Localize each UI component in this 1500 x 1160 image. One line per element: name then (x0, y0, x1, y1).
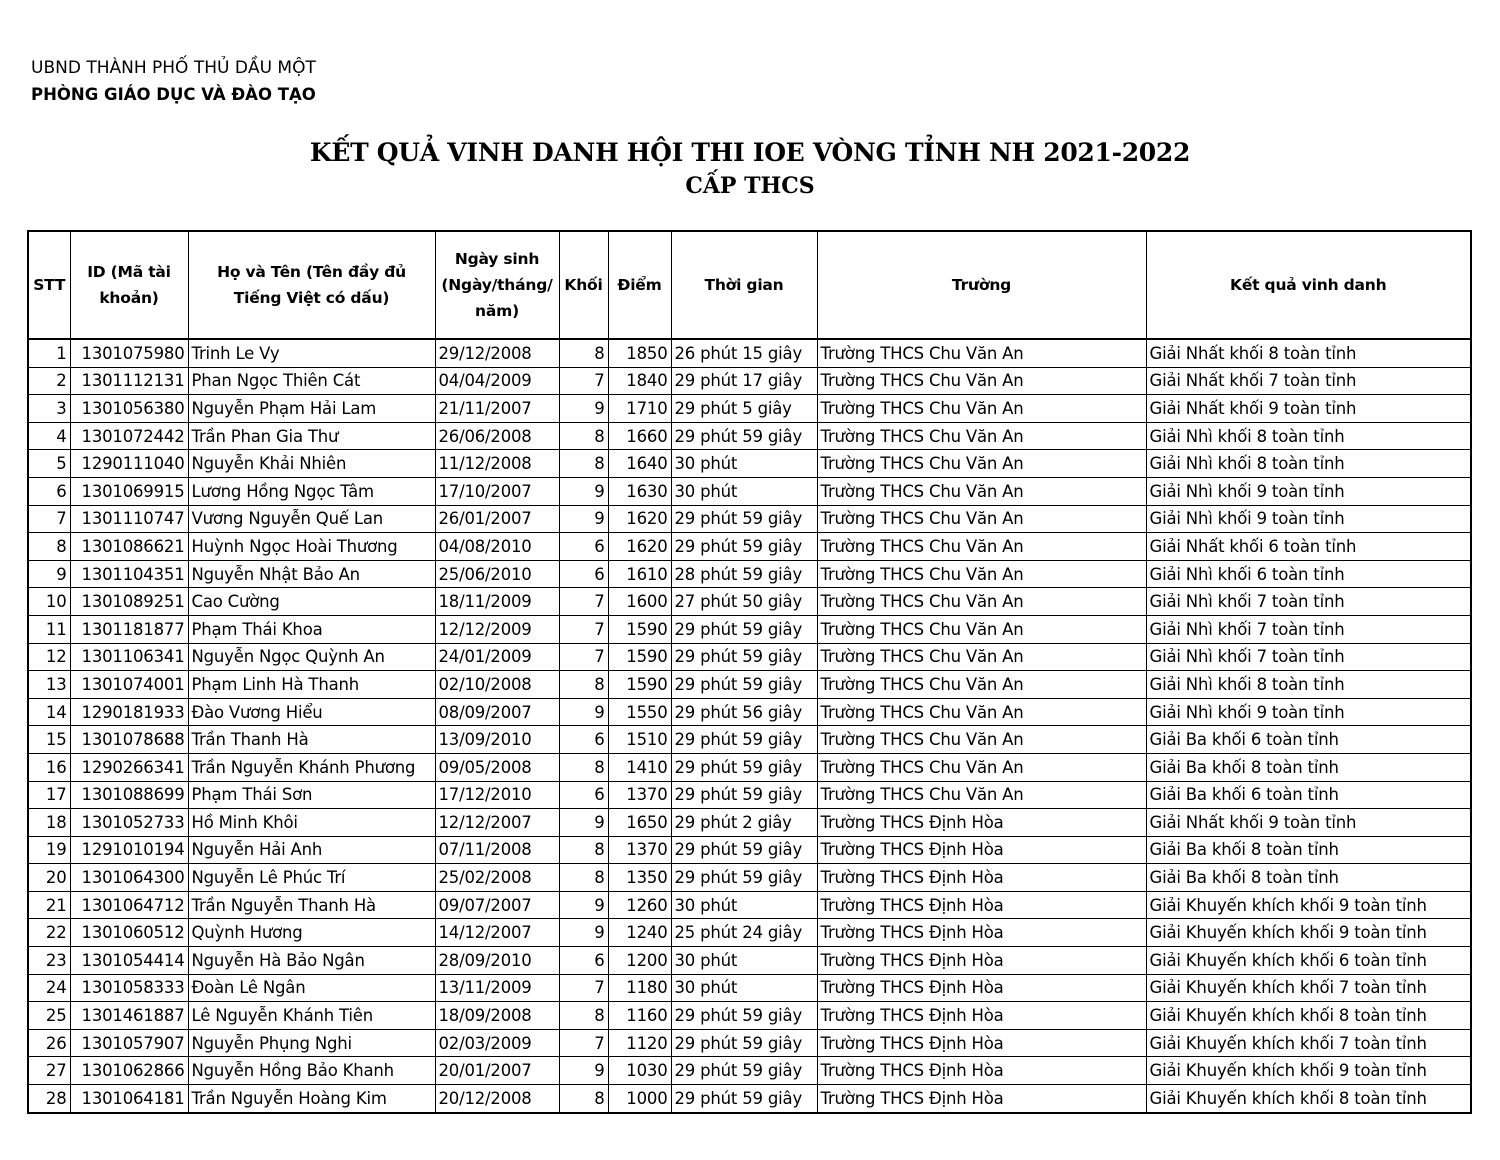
cell-id: 1301086621 (70, 533, 188, 561)
cell-name: Lê Nguyễn Khánh Tiên (188, 1002, 435, 1030)
page-subtitle: CẤP THCS (685, 173, 815, 199)
table-row (28, 643, 1471, 671)
cell-time: 27 phút 50 giây (671, 588, 817, 616)
department-name: PHÒNG GIÁO DỤC VÀ ĐÀO TẠO (31, 85, 316, 104)
cell-school: Trường THCS Chu Văn An (817, 698, 1146, 726)
cell-id: 1290266341 (70, 753, 188, 781)
cell-result: Giải Nhất khối 9 toàn tỉnh (1146, 395, 1471, 423)
col-header-grade: Khối (559, 231, 608, 339)
cell-birthdate: 17/10/2007 (435, 477, 559, 505)
cell-time: 29 phút 59 giây (671, 753, 817, 781)
table-header-row (28, 231, 1471, 339)
cell-time: 29 phút 59 giây (671, 1085, 817, 1113)
cell-birthdate: 02/03/2009 (435, 1029, 559, 1057)
cell-school: Trường THCS Chu Văn An (817, 615, 1146, 643)
cell-stt: 22 (28, 919, 70, 947)
cell-birthdate: 25/02/2008 (435, 864, 559, 892)
cell-id: 1301058333 (70, 974, 188, 1002)
cell-id: 1301056380 (70, 395, 188, 423)
table-row (28, 505, 1471, 533)
cell-birthdate: 26/01/2007 (435, 505, 559, 533)
cell-result: Giải Ba khối 6 toàn tỉnh (1146, 726, 1471, 754)
cell-birthdate: 02/10/2008 (435, 671, 559, 699)
table-body (28, 339, 1471, 1113)
cell-id: 1301069915 (70, 477, 188, 505)
cell-score: 1120 (608, 1029, 671, 1057)
table-row (28, 726, 1471, 754)
cell-name: Phạm Thái Sơn (188, 781, 435, 809)
cell-stt: 3 (28, 395, 70, 423)
cell-name: Phan Ngọc Thiên Cát (188, 367, 435, 395)
cell-grade: 7 (559, 643, 608, 671)
cell-school: Trường THCS Chu Văn An (817, 477, 1146, 505)
cell-result: Giải Ba khối 8 toàn tỉnh (1146, 836, 1471, 864)
cell-stt: 28 (28, 1085, 70, 1113)
cell-school: Trường THCS Chu Văn An (817, 643, 1146, 671)
cell-name: Nguyễn Hải Anh (188, 836, 435, 864)
cell-result: Giải Nhì khối 9 toàn tỉnh (1146, 505, 1471, 533)
cell-result: Giải Nhì khối 8 toàn tỉnh (1146, 671, 1471, 699)
table-row (28, 477, 1471, 505)
cell-grade: 6 (559, 726, 608, 754)
cell-grade: 7 (559, 974, 608, 1002)
cell-score: 1370 (608, 836, 671, 864)
table-row (28, 395, 1471, 423)
cell-grade: 8 (559, 1085, 608, 1113)
col-header-score: Điểm (608, 231, 671, 339)
cell-time: 29 phút 59 giây (671, 1029, 817, 1057)
cell-birthdate: 11/12/2008 (435, 450, 559, 478)
cell-score: 1600 (608, 588, 671, 616)
cell-time: 29 phút 59 giây (671, 781, 817, 809)
cell-grade: 8 (559, 753, 608, 781)
cell-score: 1240 (608, 919, 671, 947)
cell-score: 1650 (608, 809, 671, 837)
cell-school: Trường THCS Định Hòa (817, 1057, 1146, 1085)
cell-stt: 5 (28, 450, 70, 478)
cell-birthdate: 13/09/2010 (435, 726, 559, 754)
cell-result: Giải Nhì khối 7 toàn tỉnh (1146, 615, 1471, 643)
table-row (28, 1029, 1471, 1057)
cell-school: Trường THCS Chu Văn An (817, 753, 1146, 781)
cell-school: Trường THCS Chu Văn An (817, 726, 1146, 754)
cell-result: Giải Ba khối 8 toàn tỉnh (1146, 753, 1471, 781)
cell-result: Giải Ba khối 6 toàn tỉnh (1146, 781, 1471, 809)
cell-id: 1301062866 (70, 1057, 188, 1085)
cell-score: 1620 (608, 533, 671, 561)
cell-time: 29 phút 56 giây (671, 698, 817, 726)
cell-stt: 1 (28, 339, 70, 367)
table-row (28, 809, 1471, 837)
cell-time: 25 phút 24 giây (671, 919, 817, 947)
cell-id: 1301064300 (70, 864, 188, 892)
cell-result: Giải Nhì khối 9 toàn tỉnh (1146, 698, 1471, 726)
cell-result: Giải Khuyến khích khối 9 toàn tỉnh (1146, 891, 1471, 919)
cell-grade: 6 (559, 533, 608, 561)
col-header-birthdate: Ngày sinh (Ngày/tháng/ năm) (435, 231, 559, 339)
cell-grade: 7 (559, 367, 608, 395)
table-row (28, 671, 1471, 699)
cell-birthdate: 12/12/2007 (435, 809, 559, 837)
cell-time: 26 phút 15 giây (671, 339, 817, 367)
cell-birthdate: 18/11/2009 (435, 588, 559, 616)
cell-stt: 18 (28, 809, 70, 837)
cell-stt: 12 (28, 643, 70, 671)
cell-id: 1301078688 (70, 726, 188, 754)
cell-id: 1301057907 (70, 1029, 188, 1057)
cell-id: 1301181877 (70, 615, 188, 643)
cell-school: Trường THCS Định Hòa (817, 864, 1146, 892)
cell-grade: 8 (559, 422, 608, 450)
cell-grade: 9 (559, 919, 608, 947)
cell-name: Trần Nguyễn Hoàng Kim (188, 1085, 435, 1113)
cell-grade: 7 (559, 588, 608, 616)
cell-stt: 9 (28, 560, 70, 588)
cell-grade: 9 (559, 891, 608, 919)
cell-time: 30 phút (671, 477, 817, 505)
cell-id: 1301088699 (70, 781, 188, 809)
cell-score: 1550 (608, 698, 671, 726)
table-row (28, 367, 1471, 395)
cell-score: 1590 (608, 671, 671, 699)
cell-school: Trường THCS Chu Văn An (817, 367, 1146, 395)
cell-stt: 16 (28, 753, 70, 781)
cell-name: Trinh Le Vy (188, 339, 435, 367)
table-row (28, 1085, 1471, 1113)
cell-name: Nguyễn Nhật Bảo An (188, 560, 435, 588)
cell-grade: 9 (559, 809, 608, 837)
cell-time: 29 phút 2 giây (671, 809, 817, 837)
table-row (28, 1002, 1471, 1030)
cell-result: Giải Nhì khối 6 toàn tỉnh (1146, 560, 1471, 588)
cell-grade: 7 (559, 1029, 608, 1057)
cell-name: Nguyễn Hồng Bảo Khanh (188, 1057, 435, 1085)
cell-stt: 7 (28, 505, 70, 533)
cell-name: Nguyễn Ngọc Quỳnh An (188, 643, 435, 671)
cell-time: 29 phút 59 giây (671, 1002, 817, 1030)
table-row (28, 615, 1471, 643)
cell-grade: 9 (559, 1057, 608, 1085)
cell-stt: 26 (28, 1029, 70, 1057)
cell-id: 1301074001 (70, 671, 188, 699)
table-row (28, 753, 1471, 781)
table-row (28, 891, 1471, 919)
cell-stt: 23 (28, 947, 70, 975)
cell-result: Giải Nhì khối 7 toàn tỉnh (1146, 588, 1471, 616)
cell-name: Trần Nguyễn Thanh Hà (188, 891, 435, 919)
cell-name: Huỳnh Ngọc Hoài Thương (188, 533, 435, 561)
cell-id: 1301054414 (70, 947, 188, 975)
cell-score: 1260 (608, 891, 671, 919)
cell-score: 1160 (608, 1002, 671, 1030)
cell-birthdate: 13/11/2009 (435, 974, 559, 1002)
cell-score: 1000 (608, 1085, 671, 1113)
cell-name: Hồ Minh Khôi (188, 809, 435, 837)
cell-result: Giải Khuyến khích khối 9 toàn tỉnh (1146, 919, 1471, 947)
cell-grade: 8 (559, 671, 608, 699)
cell-score: 1410 (608, 753, 671, 781)
cell-score: 1620 (608, 505, 671, 533)
cell-name: Lương Hồng Ngọc Tâm (188, 477, 435, 505)
cell-birthdate: 25/06/2010 (435, 560, 559, 588)
cell-score: 1840 (608, 367, 671, 395)
cell-school: Trường THCS Chu Văn An (817, 450, 1146, 478)
cell-name: Nguyễn Phạm Hải Lam (188, 395, 435, 423)
cell-id: 1301052733 (70, 809, 188, 837)
cell-score: 1710 (608, 395, 671, 423)
cell-id: 1301110747 (70, 505, 188, 533)
cell-stt: 4 (28, 422, 70, 450)
cell-score: 1350 (608, 864, 671, 892)
cell-name: Nguyễn Khải Nhiên (188, 450, 435, 478)
cell-school: Trường THCS Chu Văn An (817, 533, 1146, 561)
cell-id: 1301072442 (70, 422, 188, 450)
cell-school: Trường THCS Định Hòa (817, 836, 1146, 864)
col-header-name: Họ và Tên (Tên đầy đủ Tiếng Việt có dấu) (188, 231, 435, 339)
cell-score: 1630 (608, 477, 671, 505)
cell-time: 29 phút 59 giây (671, 836, 817, 864)
cell-birthdate: 28/09/2010 (435, 947, 559, 975)
cell-time: 30 phút (671, 947, 817, 975)
cell-birthdate: 09/05/2008 (435, 753, 559, 781)
cell-id: 1301064181 (70, 1085, 188, 1113)
cell-score: 1610 (608, 560, 671, 588)
cell-school: Trường THCS Chu Văn An (817, 339, 1146, 367)
table-row (28, 450, 1471, 478)
cell-stt: 13 (28, 671, 70, 699)
cell-birthdate: 20/01/2007 (435, 1057, 559, 1085)
cell-score: 1660 (608, 422, 671, 450)
page-title: KẾT QUẢ VINH DANH HỘI THI IOE VÒNG TỈNH NH 2021-2022 (309, 138, 1191, 167)
results-table (27, 230, 1472, 1114)
cell-id: 1301104351 (70, 560, 188, 588)
cell-birthdate: 21/11/2007 (435, 395, 559, 423)
cell-stt: 24 (28, 974, 70, 1002)
cell-score: 1850 (608, 339, 671, 367)
cell-birthdate: 20/12/2008 (435, 1085, 559, 1113)
cell-name: Đoàn Lê Ngân (188, 974, 435, 1002)
table-row (28, 864, 1471, 892)
cell-name: Trần Nguyễn Khánh Phương (188, 753, 435, 781)
cell-result: Giải Khuyến khích khối 8 toàn tỉnh (1146, 1002, 1471, 1030)
cell-birthdate: 24/01/2009 (435, 643, 559, 671)
table-row (28, 698, 1471, 726)
cell-name: Quỳnh Hương (188, 919, 435, 947)
cell-grade: 6 (559, 560, 608, 588)
cell-name: Đào Vương Hiểu (188, 698, 435, 726)
col-header-result: Kết quả vinh danh (1146, 231, 1471, 339)
cell-score: 1200 (608, 947, 671, 975)
cell-score: 1640 (608, 450, 671, 478)
cell-birthdate: 18/09/2008 (435, 1002, 559, 1030)
cell-score: 1370 (608, 781, 671, 809)
table-row (28, 422, 1471, 450)
cell-stt: 2 (28, 367, 70, 395)
cell-grade: 9 (559, 505, 608, 533)
cell-time: 29 phút 59 giây (671, 1057, 817, 1085)
cell-grade: 8 (559, 864, 608, 892)
cell-time: 29 phút 59 giây (671, 643, 817, 671)
cell-score: 1590 (608, 615, 671, 643)
cell-name: Nguyễn Phụng Nghi (188, 1029, 435, 1057)
cell-stt: 14 (28, 698, 70, 726)
col-header-stt: STT (28, 231, 70, 339)
cell-school: Trường THCS Chu Văn An (817, 781, 1146, 809)
cell-result: Giải Ba khối 8 toàn tỉnh (1146, 864, 1471, 892)
cell-stt: 21 (28, 891, 70, 919)
cell-stt: 11 (28, 615, 70, 643)
cell-grade: 6 (559, 781, 608, 809)
cell-stt: 10 (28, 588, 70, 616)
cell-stt: 17 (28, 781, 70, 809)
col-header-id: ID (Mã tài khoản) (70, 231, 188, 339)
cell-name: Nguyễn Hà Bảo Ngân (188, 947, 435, 975)
col-header-time: Thời gian (671, 231, 817, 339)
table-row (28, 781, 1471, 809)
cell-time: 29 phút 59 giây (671, 505, 817, 533)
cell-id: 1301075980 (70, 339, 188, 367)
cell-stt: 19 (28, 836, 70, 864)
cell-result: Giải Nhì khối 8 toàn tỉnh (1146, 422, 1471, 450)
cell-name: Vương Nguyễn Quế Lan (188, 505, 435, 533)
cell-id: 1301106341 (70, 643, 188, 671)
cell-school: Trường THCS Định Hòa (817, 1085, 1146, 1113)
table-row (28, 339, 1471, 367)
cell-result: Giải Khuyến khích khối 8 toàn tỉnh (1146, 1085, 1471, 1113)
cell-stt: 6 (28, 477, 70, 505)
cell-stt: 8 (28, 533, 70, 561)
cell-id: 1301060512 (70, 919, 188, 947)
cell-score: 1590 (608, 643, 671, 671)
cell-time: 29 phút 59 giây (671, 533, 817, 561)
cell-score: 1180 (608, 974, 671, 1002)
cell-birthdate: 04/08/2010 (435, 533, 559, 561)
cell-grade: 6 (559, 947, 608, 975)
cell-time: 30 phút (671, 891, 817, 919)
cell-school: Trường THCS Định Hòa (817, 919, 1146, 947)
cell-time: 29 phút 59 giây (671, 864, 817, 892)
cell-result: Giải Nhất khối 6 toàn tỉnh (1146, 533, 1471, 561)
cell-result: Giải Khuyến khích khối 7 toàn tỉnh (1146, 974, 1471, 1002)
cell-score: 1030 (608, 1057, 671, 1085)
cell-id: 1290111040 (70, 450, 188, 478)
cell-result: Giải Nhất khối 8 toàn tỉnh (1146, 339, 1471, 367)
cell-grade: 7 (559, 615, 608, 643)
cell-stt: 25 (28, 1002, 70, 1030)
cell-id: 1291010194 (70, 836, 188, 864)
cell-time: 29 phút 59 giây (671, 422, 817, 450)
cell-birthdate: 09/07/2007 (435, 891, 559, 919)
table-row (28, 974, 1471, 1002)
cell-score: 1510 (608, 726, 671, 754)
cell-time: 29 phút 17 giây (671, 367, 817, 395)
cell-result: Giải Khuyến khích khối 6 toàn tỉnh (1146, 947, 1471, 975)
cell-school: Trường THCS Chu Văn An (817, 560, 1146, 588)
cell-name: Cao Cường (188, 588, 435, 616)
cell-time: 29 phút 59 giây (671, 671, 817, 699)
cell-result: Giải Nhất khối 9 toàn tỉnh (1146, 809, 1471, 837)
cell-birthdate: 08/09/2007 (435, 698, 559, 726)
cell-name: Trần Thanh Hà (188, 726, 435, 754)
cell-grade: 8 (559, 1002, 608, 1030)
cell-birthdate: 29/12/2008 (435, 339, 559, 367)
cell-name: Phạm Thái Khoa (188, 615, 435, 643)
cell-time: 30 phút (671, 974, 817, 1002)
cell-id: 1301064712 (70, 891, 188, 919)
cell-name: Phạm Linh Hà Thanh (188, 671, 435, 699)
cell-stt: 20 (28, 864, 70, 892)
cell-time: 29 phút 59 giây (671, 615, 817, 643)
cell-school: Trường THCS Định Hòa (817, 809, 1146, 837)
cell-birthdate: 14/12/2007 (435, 919, 559, 947)
cell-id: 1301461887 (70, 1002, 188, 1030)
cell-result: Giải Nhì khối 8 toàn tỉnh (1146, 450, 1471, 478)
table-row (28, 919, 1471, 947)
col-header-school: Trường (817, 231, 1146, 339)
table-row (28, 533, 1471, 561)
cell-school: Trường THCS Chu Văn An (817, 422, 1146, 450)
cell-grade: 9 (559, 698, 608, 726)
cell-result: Giải Khuyến khích khối 7 toàn tỉnh (1146, 1029, 1471, 1057)
cell-name: Nguyễn Lê Phúc Trí (188, 864, 435, 892)
table-row (28, 836, 1471, 864)
cell-result: Giải Khuyến khích khối 9 toàn tỉnh (1146, 1057, 1471, 1085)
cell-id: 1301112131 (70, 367, 188, 395)
cell-grade: 8 (559, 450, 608, 478)
cell-time: 28 phút 59 giây (671, 560, 817, 588)
cell-school: Trường THCS Định Hòa (817, 1029, 1146, 1057)
table-row (28, 1057, 1471, 1085)
cell-name: Trần Phan Gia Thư (188, 422, 435, 450)
table-row (28, 560, 1471, 588)
cell-school: Trường THCS Định Hòa (817, 974, 1146, 1002)
cell-id: 1290181933 (70, 698, 188, 726)
cell-time: 29 phút 59 giây (671, 726, 817, 754)
cell-grade: 8 (559, 836, 608, 864)
cell-id: 1301089251 (70, 588, 188, 616)
cell-birthdate: 07/11/2008 (435, 836, 559, 864)
cell-grade: 9 (559, 395, 608, 423)
cell-birthdate: 17/12/2010 (435, 781, 559, 809)
cell-grade: 8 (559, 339, 608, 367)
cell-stt: 15 (28, 726, 70, 754)
cell-birthdate: 12/12/2009 (435, 615, 559, 643)
cell-school: Trường THCS Chu Văn An (817, 505, 1146, 533)
cell-stt: 27 (28, 1057, 70, 1085)
cell-result: Giải Nhất khối 7 toàn tỉnh (1146, 367, 1471, 395)
cell-school: Trường THCS Chu Văn An (817, 671, 1146, 699)
cell-result: Giải Nhì khối 9 toàn tỉnh (1146, 477, 1471, 505)
cell-result: Giải Nhì khối 7 toàn tỉnh (1146, 643, 1471, 671)
cell-time: 29 phút 5 giây (671, 395, 817, 423)
cell-school: Trường THCS Định Hòa (817, 1002, 1146, 1030)
cell-birthdate: 26/06/2008 (435, 422, 559, 450)
cell-school: Trường THCS Chu Văn An (817, 395, 1146, 423)
table-row (28, 588, 1471, 616)
cell-time: 30 phút (671, 450, 817, 478)
cell-grade: 9 (559, 477, 608, 505)
table-row (28, 947, 1471, 975)
cell-birthdate: 04/04/2009 (435, 367, 559, 395)
cell-school: Trường THCS Định Hòa (817, 891, 1146, 919)
cell-school: Trường THCS Chu Văn An (817, 588, 1146, 616)
cell-school: Trường THCS Định Hòa (817, 947, 1146, 975)
organization-name: UBND THÀNH PHỐ THỦ DẦU MỘT (31, 58, 316, 78)
